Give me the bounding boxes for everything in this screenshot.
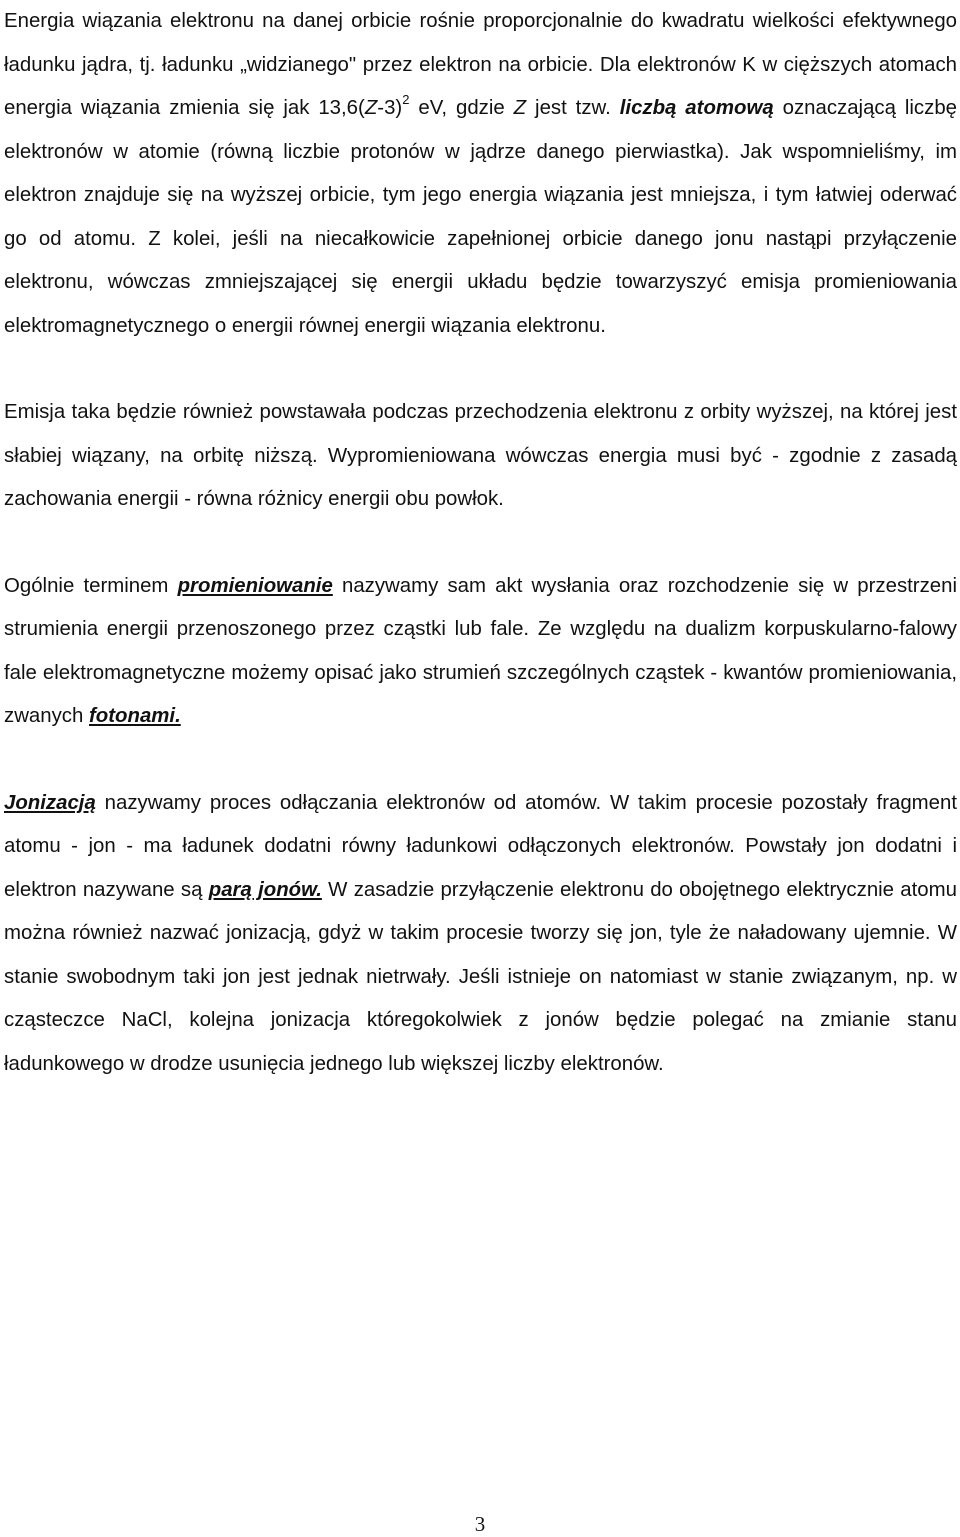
- text-span: nazywamy sam akt wysłania oraz rozchodzenie się w przestrzeni strumienia energii przenoszonego przez cząstki lub fale. Ze względu na dualizm korpuskularno-falowy fale elektromagnetyczne możemy opisać jako strumień szczególnych cząstek - kwantów promieniowania, zwanych: [4, 574, 957, 727]
- text-span: -3): [377, 97, 403, 119]
- text-span: eV, gdzie: [409, 97, 514, 119]
- term-ionization: Jonizacją: [4, 791, 96, 814]
- term-photons: fotonami.: [89, 705, 181, 727]
- paragraph-emission: [4, 391, 957, 522]
- variable-z: Z: [513, 97, 527, 119]
- text-span: Energia wiązania elektronu na danej orbicie rośnie proporcjonalnie do kwadratu wielkości efektywnego ładunku jądra, tj. ładunku „widzianego" przez elektron na orbicie. Dla elektronów K w cięższych atomach energia wiązania zmienia się jak 13,6(: [4, 10, 957, 119]
- term-atomic-number: liczbą atomową: [619, 97, 774, 119]
- paragraph-ionization: [4, 782, 957, 1087]
- text-span: nazywamy proces odłączania elektronów od atomów. W takim procesie pozostały fragment atomu - jon - ma ładunek dodatni równy ładunkowi odłączonych elektronów. Powstały jon dodatni i elektron nazywane są: [4, 791, 957, 901]
- paragraph-radiation: [4, 565, 957, 739]
- text-span: Ogólnie terminem: [4, 574, 178, 597]
- page-number: 3: [474, 1512, 486, 1536]
- term-ion-pair: parą jonów.: [208, 878, 322, 901]
- text-span: jest tzw.: [526, 97, 620, 119]
- superscript-exponent: 2: [402, 92, 410, 108]
- text-span: oznaczającą liczbę elektronów w atomie (równą liczbie protonów w jądrze danego pierwiastka). Jak wspomnieliśmy, im elektron znajduje się na wyższej orbicie, tym jego energia wiązania jest mniejsza, i tym łatwiej oderwać go od atomu. Z kolei, jeśli na niecałkowicie zapełnionej orbicie danego jonu nastąpi przyłączenie elektronu, wówczas zmniejszającej się energii układu będzie towarzyszyć emisja promieniowania elektromagnetycznego o energii równej energii wiązania elektronu.: [4, 97, 957, 337]
- paragraph-binding-energy: [4, 0, 957, 348]
- variable-z: Z: [364, 97, 378, 119]
- document-page: [4, 0, 957, 1086]
- text-span: Emisja taka będzie również powstawała podczas przechodzenia elektronu z orbity wyższej, na której jest słabiej wiązany, na orbitę niższą. Wypromieniowana wówczas energia musi być - zgodnie z zasadą zachowania energii - równa różnicy energii obu powłok.: [4, 401, 957, 510]
- term-radiation: promieniowanie: [177, 574, 333, 597]
- text-span: W zasadzie przyłączenie elektronu do obojętnego elektrycznie atomu można również nazwać jonizacją, gdyż w takim procesie tworzy się jon, tyle że naładowany ujemnie. W stanie swobodnym taki jon jest jednak nietrwały. Jeśli istnieje on natomiast w stanie związanym, np. w cząsteczce NaCl, kolejna jonizacja któregokolwiek z jonów będzie polegać na zmianie stanu ładunkowego w drodze usunięcia jednego lub większej liczby elektronów.: [4, 878, 957, 1075]
